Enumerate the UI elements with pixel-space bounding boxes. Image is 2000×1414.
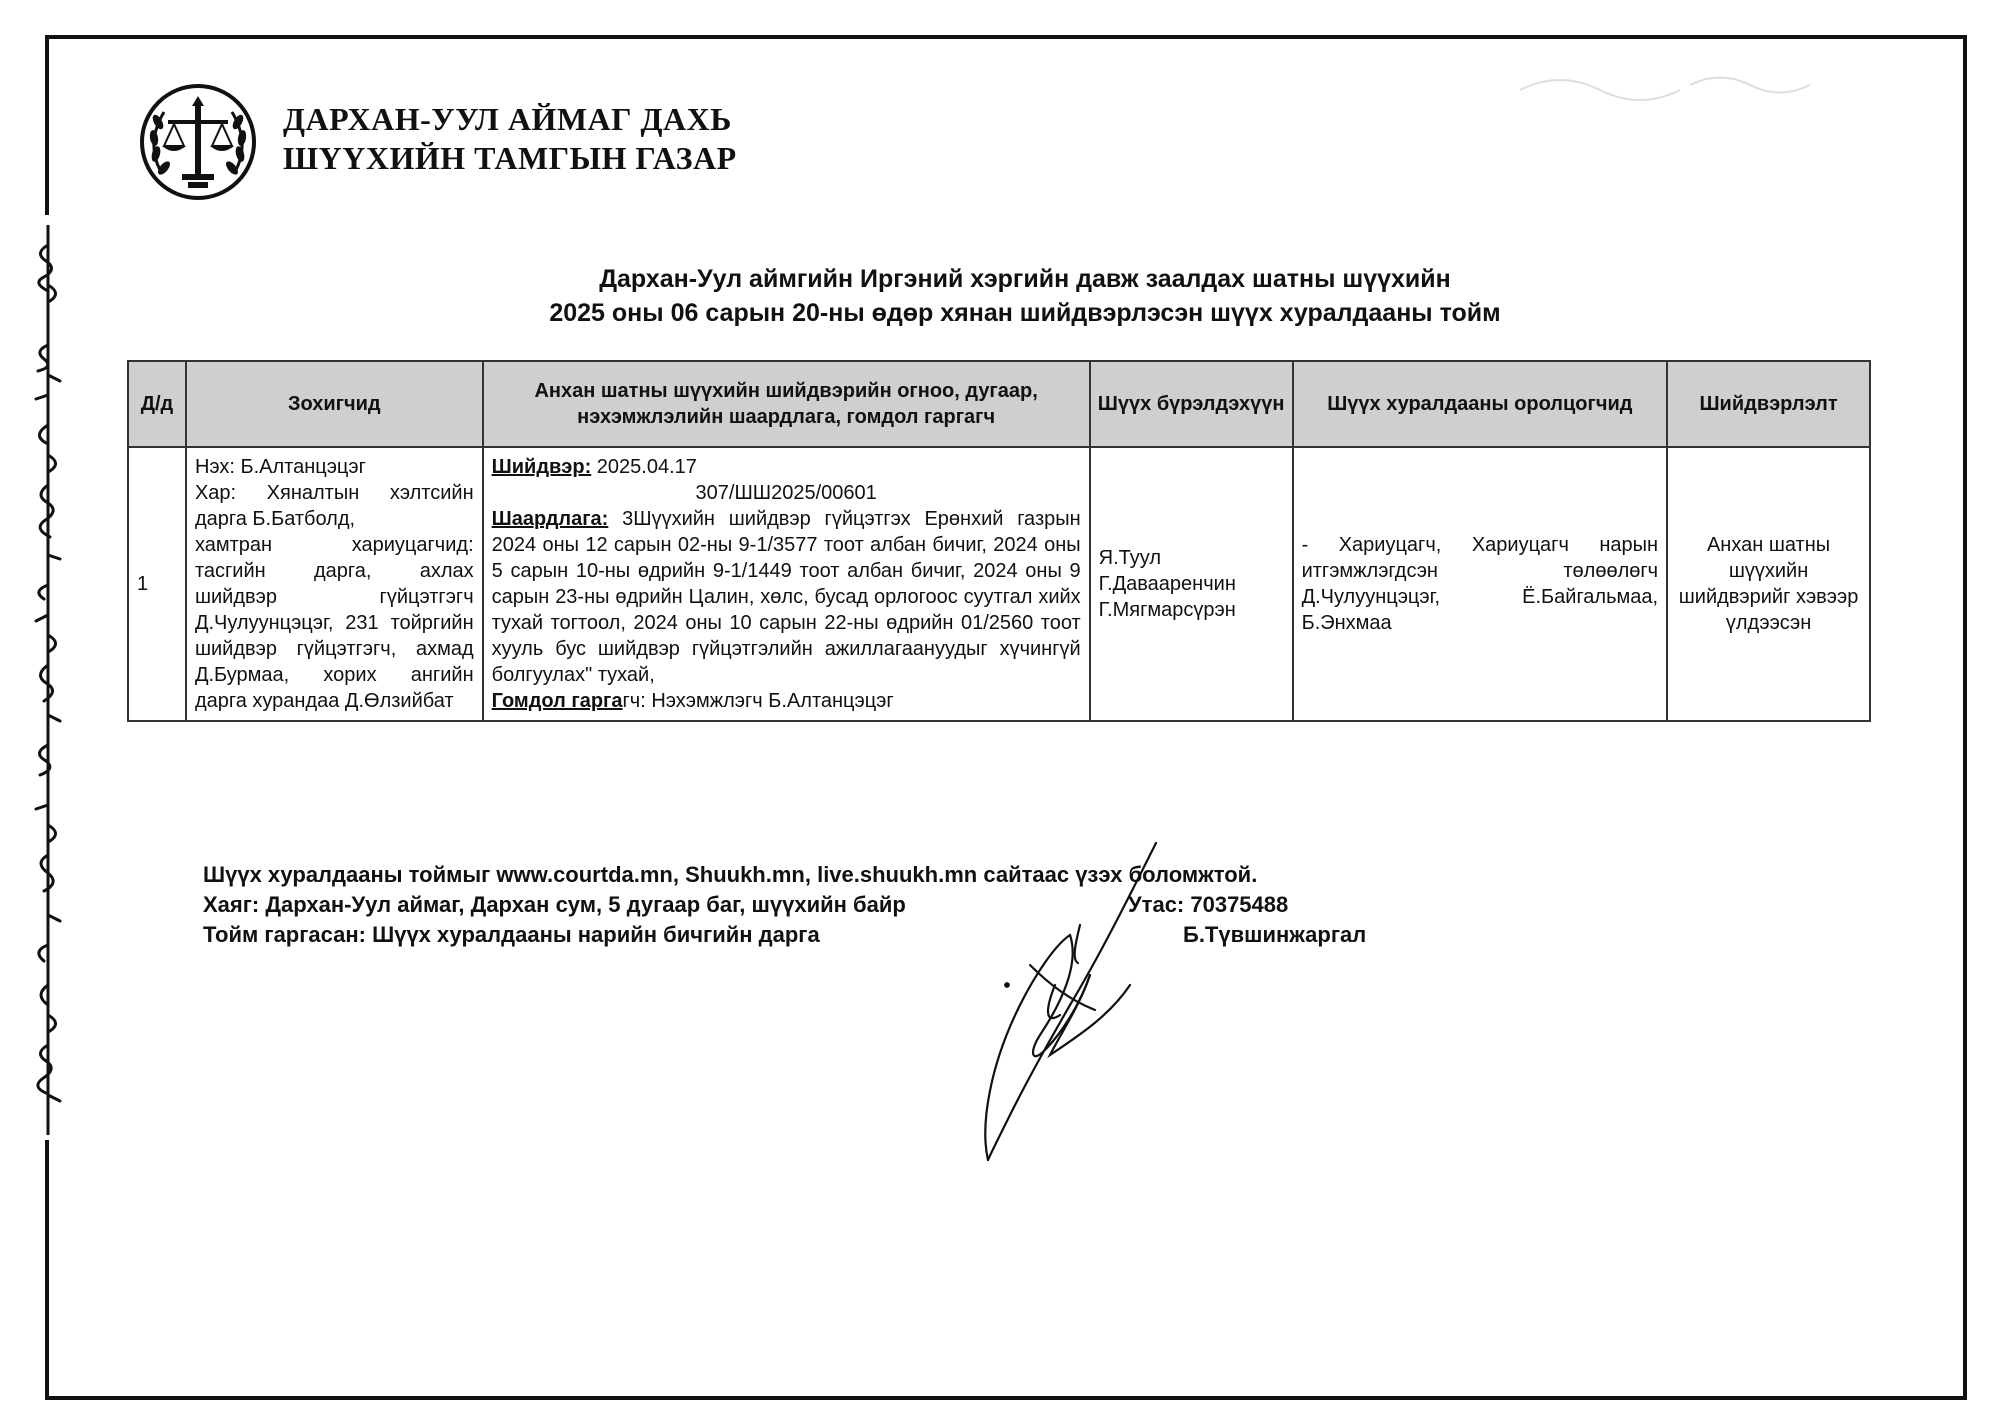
complaint-text: гч: Нэхэмжлэгч Б.Алтанцэцэг: [622, 690, 894, 712]
document-title-line1: Дархан-Уул аймгийн Иргэний хэргийн давж заалдах шатны шүүхийн: [599, 265, 1451, 293]
court-hearing-table: [127, 360, 1871, 722]
table-header-row: [128, 361, 1870, 447]
signature-mark: [960, 835, 1190, 1165]
row-judges: [1090, 447, 1293, 721]
parties-defendant: Хар: Хяналтын хэлтсийн дарга Б.Батболд,: [194, 482, 474, 530]
claim-block: [492, 506, 1081, 688]
footer-website-line: Шүүх хуралдааны тоймыг www.courtda.mn, Shuukh.mn, live.shuukh.mn сайтаас үзэх боломжтой.: [203, 862, 1258, 887]
organization-name: [283, 100, 737, 178]
claim-label: Шаардлага:: [491, 508, 609, 530]
footer-address: Хаяг: Дархан-Уул аймаг, Дархан сум, 5 дугаар баг, шүүхийн байр: [203, 892, 906, 917]
mongolian-script-margin: [18, 225, 78, 1135]
header-parties: Зохигчид: [186, 361, 483, 447]
frame-top-border: [45, 35, 1967, 39]
bleed-through-mark: [1510, 60, 1830, 110]
frame-left-border-lower: [45, 1140, 49, 1400]
claim-text: 3Шүүхийн шийдвэр гүйцэтгэх Ерөнхий газрын 2024 оны 12 сарын 02-ны 9-1/3577 тоот албан бичиг, 2024 оны 5 сарын 10-ны өдрийн 9-1/1449 тоот албан бичиг, 2024 оны 9 сарын 23-ны өдрийн Цалин, хөлс, бусад орлогоос суутгал хийх тухай тогтоол, 2024 оны 10 сарын 22-ны өдрийн 01/2560 тоот хууль бус шийдвэр гүйцэтгэлийн ажиллагаануудыг хүчингүй болгуулах" тухай,: [491, 508, 1081, 686]
parties-co-defendants: хамтран хариуцагчид: тасгийн дарга, ахлах шийдвэр гүйцэтгэгч Д.Чулуунцэцэг, 231 тойргийн шийдвэр гүйцэтгэгч, ахмад Д.Бурмаа, хорих ангийн дарга хурандаа Д.Өлзийбат: [194, 534, 474, 712]
decision-number: 307/ШШ2025/00601: [695, 482, 877, 504]
row-number: 1: [128, 447, 186, 721]
decision-line: [492, 454, 1081, 480]
header-judges: Шүүх бүрэлдэхүүн: [1090, 361, 1293, 447]
organization-name-line1: ДАРХАН-УУЛ АЙМАГ ДАХЬ: [283, 101, 732, 137]
row-parties: [186, 447, 483, 721]
complaint-label: Гомдол гарга: [491, 690, 623, 712]
footer-issuer: Тойм гаргасан: Шүүх хуралдааны нарийн бичгийн дарга: [203, 922, 820, 947]
parties-plaintiff: Нэх: Б.Алтанцэцэг: [194, 456, 366, 478]
frame-left-border: [45, 35, 49, 215]
judge-3: Г.Мягмарсүрэн: [1098, 599, 1236, 621]
complaint-line: [492, 688, 1081, 714]
document-title-line2: 2025 оны 06 сарын 20-ны өдөр хянан шийдвэрлэсэн шүүх хуралдааны тойм: [549, 299, 1501, 327]
judge-1: Я.Туул: [1098, 547, 1161, 569]
court-emblem-icon: [138, 82, 258, 202]
footer-phone: Утас: 70375488: [1128, 892, 1289, 917]
frame-right-border: [1963, 35, 1967, 1400]
table-row: [128, 447, 1870, 721]
document-title: [300, 262, 1750, 330]
row-ruling: Анхан шатны шүүхийн шийдвэрийг хэвээр үлдээсэн: [1667, 447, 1870, 721]
judge-2: Г.Давааренчин: [1098, 573, 1236, 595]
header-number: Д/д: [128, 361, 186, 447]
organization-name-line2: ШҮҮХИЙН ТАМГЫН ГАЗАР: [283, 140, 737, 176]
frame-bottom-border: [45, 1396, 1967, 1400]
footer-signer: Б.Түвшинжаргал: [1183, 922, 1367, 947]
header-ruling: Шийдвэрлэлт: [1667, 361, 1870, 447]
header-first-instance: Анхан шатны шүүхийн шийдвэрийн огноо, дугаар, нэхэмжлэлийн шаардлага, гомдол гаргагч: [483, 361, 1090, 447]
row-participants: - Хариуцагч, Хариуцагч нарын итгэмжлэгдсэн төлөөлөгч Д.Чулуунцэцэг, Ё.Байгальмаа, Б.Энхмаа: [1293, 447, 1668, 721]
header-participants: Шүүх хуралдааны оролцогчид: [1293, 361, 1668, 447]
decision-label: Шийдвэр:: [491, 456, 592, 478]
decision-date: 2025.04.17: [596, 456, 697, 478]
row-first-instance: [483, 447, 1090, 721]
